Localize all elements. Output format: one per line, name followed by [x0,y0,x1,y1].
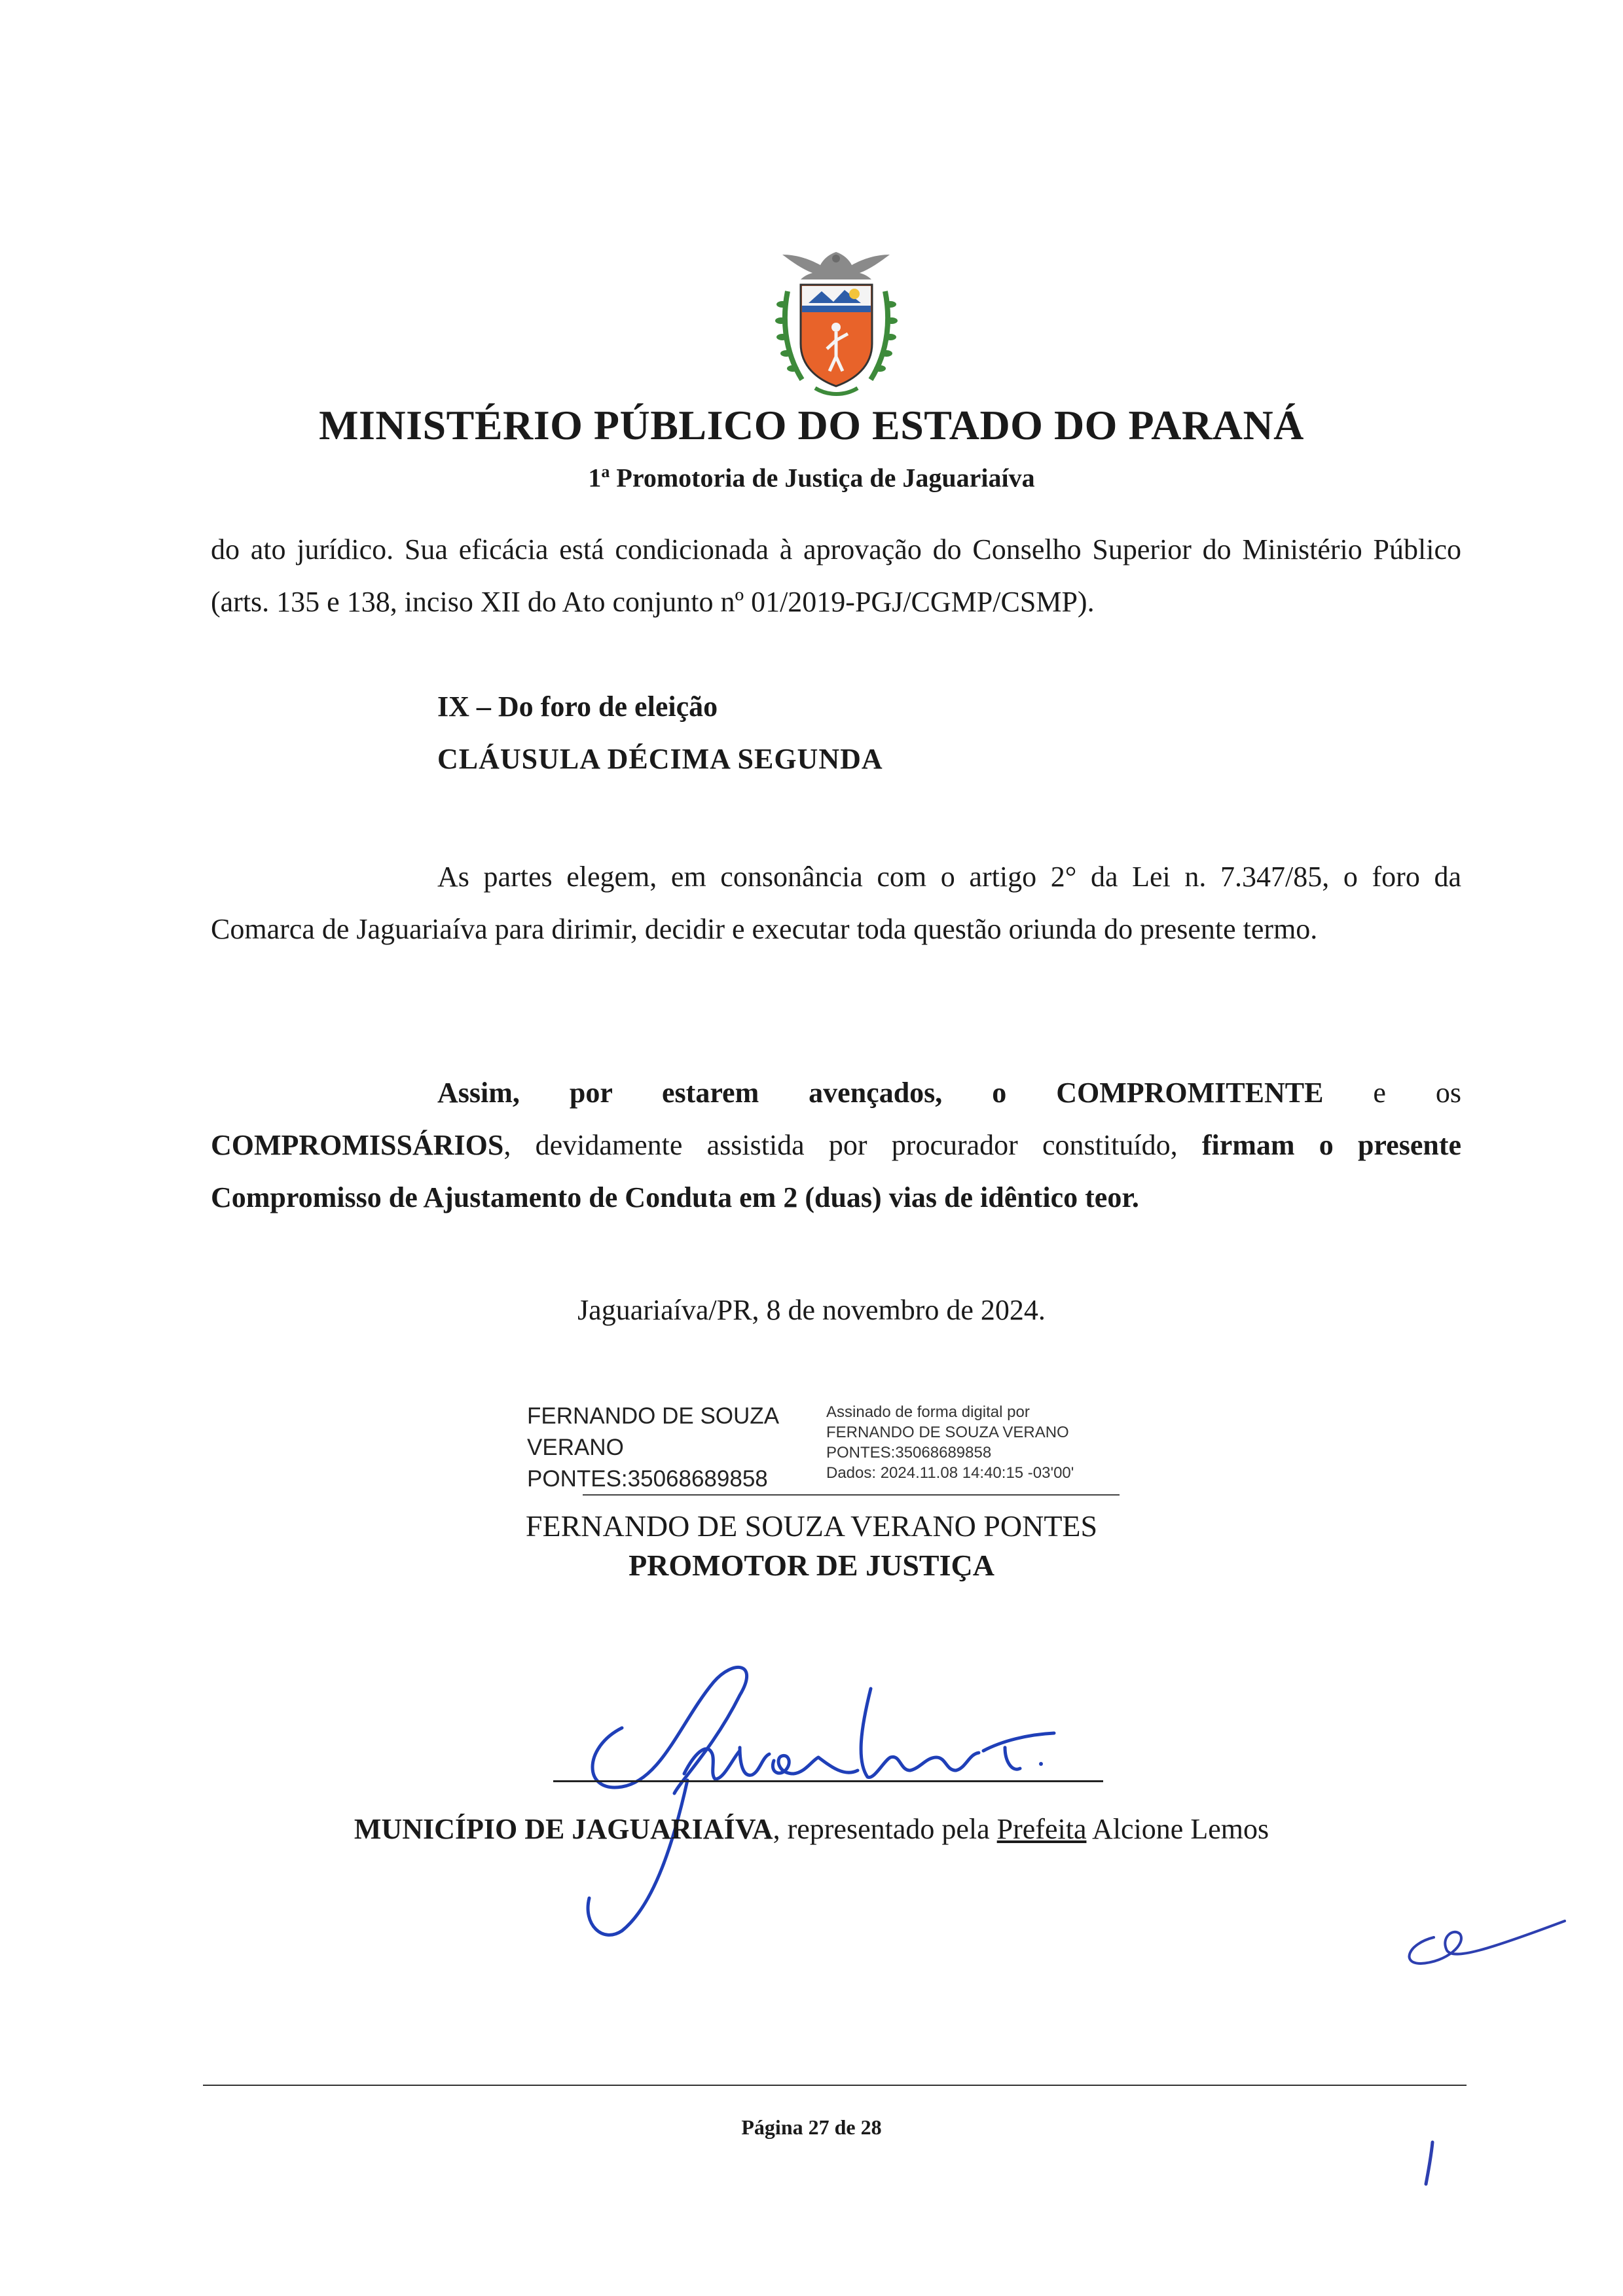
paragraph-foro: As partes elegem, em consonância com o artigo 2° da Lei n. 7.347/85, o foro da Comarca de Jaguariaíva para dirimir, decidir e executar toda questão oriunda do presente termo. [211,861,1461,945]
municipio-text: , representado pela [773,1813,997,1845]
p3-bold-3: firmam o presente Compromisso de Ajustamento de Conduta em 2 (duas) vias de idêntico teor. [211,1129,1461,1213]
date-line: Jaguariaíva/PR, 8 de novembro de 2024. [577,1294,1046,1326]
dsig-name-line: VERANO [527,1435,624,1460]
organization-subtitle [0,461,1623,493]
dsig-detail-line: PONTES:35068689858 [826,1444,992,1462]
paragraph-assinatura [211,1067,1461,1224]
subtitle-ordinal: a [601,462,610,481]
clause-heading: CLÁUSULA DÉCIMA SEGUNDA [437,743,883,775]
digital-signature-name [527,1401,802,1495]
municipio-name: MUNICÍPIO DE JAGUARIAÍVA [354,1813,773,1845]
dsig-detail-line: Assinado de forma digital por [826,1403,1030,1421]
page-number: Página 27 de 28 [741,2115,882,2139]
organization-title: MINISTÉRIO PÚBLICO DO ESTADO DO PARANÁ [319,402,1304,448]
paragraph-eficacia: do ato jurídico. Sua eficácia está condicionada à aprovação do Conselho Superior do Ministério Público (arts. 135 e 138, inciso XII do Ato conjunto nº 01/2019-PGJ/CGMP/CSMP). [211,533,1461,618]
footer-divider [203,2085,1467,2086]
municipio-role: Prefeita [996,1813,1087,1845]
dsig-name-line: FERNANDO DE SOUZA [527,1403,780,1429]
margin-pen-mark [1419,2137,1439,2189]
dsig-name-line: PONTES:35068689858 [527,1466,768,1492]
dsig-detail-line: Dados: 2024.11.08 14:40:15 -03'00' [826,1464,1074,1482]
handwritten-signature [543,1623,1133,1950]
dsig-detail-line: FERNANDO DE SOUZA VERANO [826,1424,1069,1441]
p3-text-2: , devidamente assistida por procurador constituído, [503,1129,1202,1161]
digital-signature-details [826,1402,1134,1483]
subtitle-number: 1 [588,463,602,493]
signer-role: PROMOTOR DE JUSTIÇA [629,1549,994,1582]
initials-mark [1395,1898,1571,1977]
signer-name: FERNANDO DE SOUZA VERANO PONTES [525,1509,1098,1543]
municipio-signature-line [0,1806,1623,1852]
parana-coat-of-arms-icon [769,245,903,403]
digital-signature-underline [583,1494,1120,1496]
p3-text-1: e os [1323,1077,1461,1109]
p3-bold-2: COMPROMISSÁRIOS [211,1129,504,1161]
p3-bold-1: Assim, por estarem avençados, o COMPROMITENTE [437,1077,1324,1109]
signature-underline [553,1780,1103,1782]
subtitle-text: Promotoria de Justiça de Jaguariaíva [610,463,1035,493]
section-heading: IX – Do foro de eleição [437,691,718,723]
municipio-representative: Alcione Lemos [1086,1813,1269,1845]
